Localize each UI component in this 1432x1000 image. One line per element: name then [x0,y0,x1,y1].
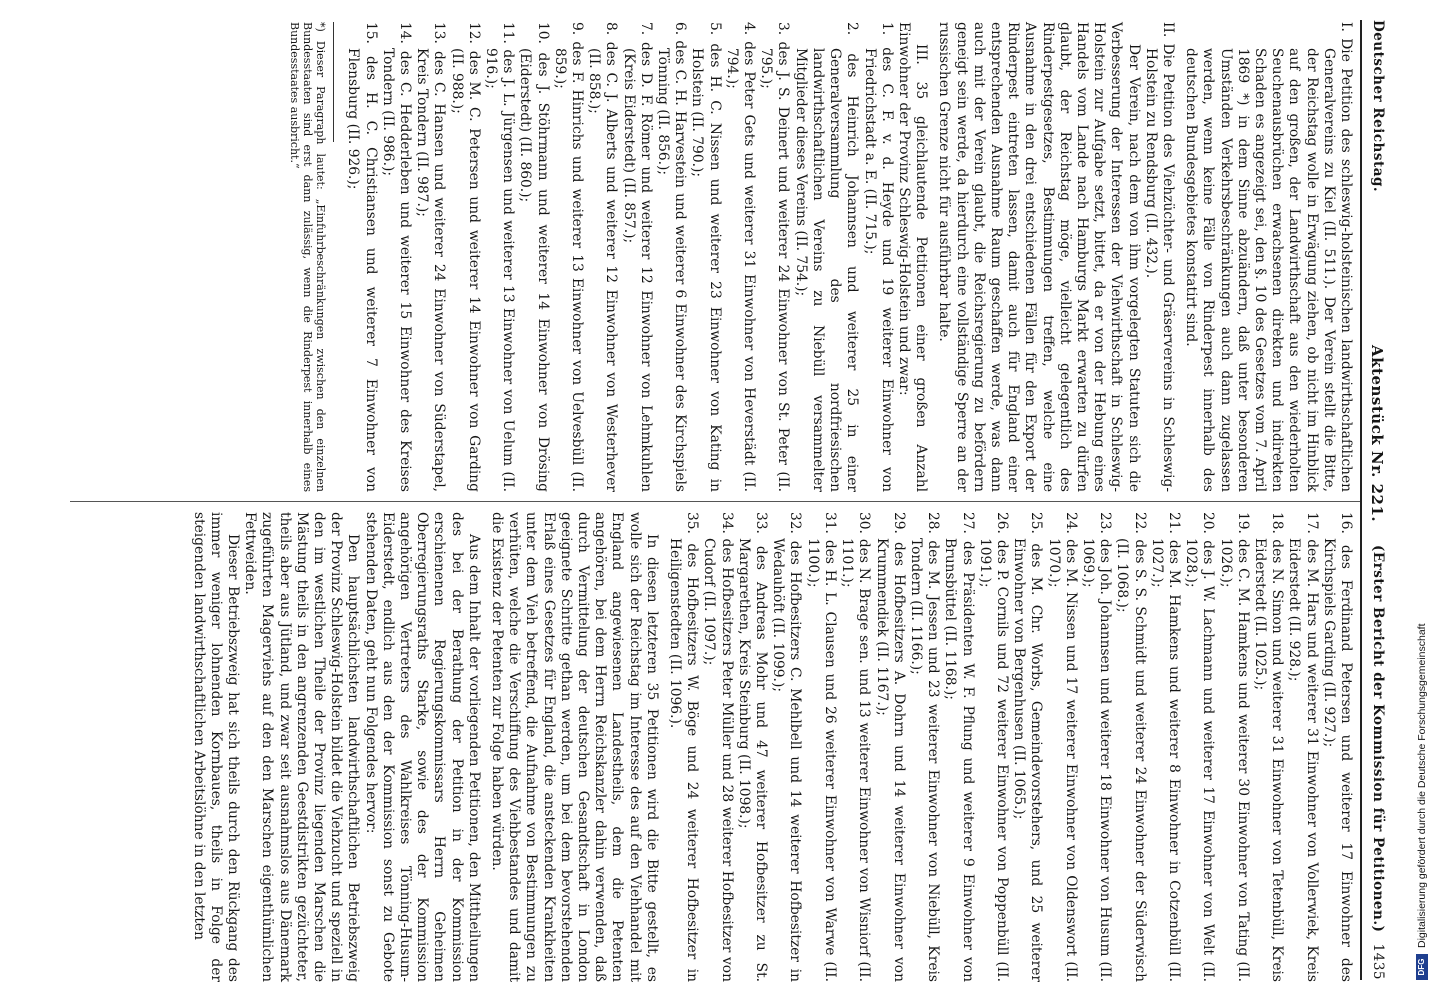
left-paragraph: III. 35 gleichlautende Petitionen einer großen Anzahl Einwohner der Provinz Schleswig-Holstein und zwar: [895,22,930,492]
left-paragraph: Der Verein, nach dem von ihm vorgelegten Statuten sich die Verbesserung der Interessen der Viehwirthschaft in Schleswig-Holstein zur Aufgabe setzt, bittet, da er von der Hebung eines Handels vom Lande nach Hamburgs Markt erwarten zu dürfen glaubt, der Reichstag möge, vielleicht gelegentlich des Rinderpestgesetzes, Bestimmungen treffen, welche eine Ausnahme in den drei entschiedenen Fällen für den Export der Rinderpest eintreten lassen, damit auch für England einer entsprechenden Ausnahme Raum geschaffen werde, was dann auch mit der Verein glaubt, die Reichsregierung zu befördern geneigt sein werde, da hierdurch eine vollständige Sperre an der russischen Grenze nicht für ausführbar halte. [936,22,1142,492]
left-paragraph: 2. des Heinrich Johannsen und weiterer 25 in einer Generalversammlung des nordfriesischen landwirthschaftlichen Vereins zu Niebüll versammelter Mitglieder dieses Vereins (II. 754.); [792,22,861,492]
right-paragraph: 16. des Ferdinand Petersen und weiterer 17 Einwohner des Kirchspiels Garding (II. 927.); [1320,512,1354,982]
right-paragraph: 28. des M. Jessen und 23 weiterer Einwohner von Niebüll, Kreis Tondern (II. 1166.); [907,512,942,982]
left-column [288,22,1354,492]
left-paragraph: 6. des C. H. Harvestein und weiterer 6 Einwohner des Kirchspiels Tönning (II. 856.); [655,22,689,492]
left-paragraph: 8. des C. J. Alberts und weiterer 12 Einwohner von Westerhever (II. 858.); [586,22,620,492]
right-paragraph: 27. des Präsidenten W. F. Pflung und weiterer 9 Einwohner von Brunsbüttel (II. 1168.); [942,512,976,982]
left-paragraph: 7. des D. F. Römer und weiterer 12 Einwohner von Lehmkuhlen (Kreis Eiderstedt) (II. 857.); [620,22,654,492]
header-document-number: Aktenstück Nr. 221. [1368,345,1386,523]
right-paragraph: 23. des Joh. Johannsen und weiterer 18 Einwohner von Husum (II. 1069.); [1079,512,1114,982]
header-left: Deutscher Reichstag. [1370,20,1386,193]
right-paragraph: 29. des Hofbesitzers A. Dohrn und 14 weiterer Einwohner von Krummendiek (II. 1167.); [873,512,907,982]
right-paragraph: 32. des Hofbesitzers C. Mehlbell und 14 weiterer Hofbesitzer in Wedauhöft (II. 1099.); [770,512,804,982]
right-paragraph: 18. des N. Simon und weiterer 31 Einwohner von Tetenbüll, Kreis Eiderstedt (II. 1025.); [1251,512,1286,982]
left-paragraph: 12. des M. C. Petersen und weiterer 14 Einwohner von Garding (II. 988.); [448,22,482,492]
funding-note-text: Digitalisierung gefördert durch die Deutsche Forschungsgemeinschaft [1416,623,1428,948]
right-paragraph: Aus dem Inhalt der vorliegenden Petitionen, den Mittheilungen des bei der Berathung der Petition in der Kommission erschienenen Regierungskommissars Herrn Geheimen Oberregierungsraths Starke, sowie des der Kommission angehörigen Vertreters des Wahlkreises Tönning-Husum-Eiderstedt, endlich aus den der Kommission sonst zu Gebote stehenden Daten, geht nun Folgendes hervor: [362,512,482,982]
right-paragraph: Den hauptsächlichsten landwirthschaftlichen Betriebszweig der Provinz Schleswig-Holstein bildet die Viehzucht und speziell in den im westlichen Theile der Provinz liegenden Marschen die Mästung theils in den angrenzenden Geestdistrikten gezüchteter, theils aber aus Jütland, und zwar seit ausnahmslos aus Dänemark zugeführten Magerviehs auf den den Marschen eigenthümlichen Fettweiden. [242,512,362,982]
left-paragraph: II. Die Petition des Viehzüchter- und Gräservereins in Schleswig-Holstein zu Rendsburg (II. 432.). [1142,22,1176,492]
right-column [189,512,1354,982]
left-paragraph: 10. des J. Stöhrmann und weiterer 14 Einwohner von Drösing (Eiderstedt) (II. 860.); [517,22,551,492]
dfg-logo: DFG [1416,954,1428,980]
left-paragraph: 13. des C. Hansen und weiterer 24 Einwohner von Süderstapel, Kreis Tondern (II. 987.); [414,22,448,492]
left-paragraph: 11. des J. L. Jürgensen und weiterer 13 Einwohner von Uelum (II. 916.); [483,22,517,492]
right-paragraph: 34. des Hofbesitzers Peter Müller und 28 weiterer Hofbesitzer von Cudorf (II. 1097.); [701,512,735,982]
left-paragraph: I. Die Petition des schleswig-holsteinischen landwirthschaftlichen Generalvereins zu Kiel (II. 511.). Der Verein stellt die Bitte, der Reichstag wolle in Erwägung ziehen, ob nicht im Hinblick auf den großen, der Landwirthschaft aus den wiederholten Seuchenausbrüchen erwachsenen direkten und indirekten Schaden es angezeigt sei, den §. 10 des Gesetzes vom 7. April 1869 *) in dem Sinne abzuändern, daß unter besonderen Umständen Verkehrsbeschränkungen auch dann zugelassen werden, wenn keine Fälle von Rinderpest innerhalb des deutschen Bundesgebietes konstatirt sind. [1183,22,1354,492]
right-paragraph: 35. des Hofbesitzers W. Böge und 24 weiterer Hofbesitzer in Heiligenstedten (II. 1096.). [667,512,701,982]
right-paragraph: 21. des M. Hamkens und weiterer 8 Einwohner in Cotzenbüll (II. 1027.); [1148,512,1182,982]
left-paragraph: 15. des H. C. Christiansen und weiterer 7 Einwohner von Flensburg (II. 926.); [345,22,379,492]
right-paragraph: 25. des M. Chr. Worbs, Gemeindevorstehers, und 25 weiterer Einwohner von Bergenhusen (II. 1065.); [1011,512,1045,982]
right-paragraph: 19. des C. M. Hamkens und weiterer 30 Einwohner von Tating (II. 1026.); [1217,512,1251,982]
funding-note [1412,0,1432,1000]
right-paragraph: 17. des M. Hars und weiterer 31 Einwohner von Vollerwiek, Kreis Eiderstedt (II. 928.); [1286,512,1320,982]
header-right: (Erster Bericht der Kommission für Petitionen.) [1370,545,1386,933]
right-paragraph: 30. des N. Brage sen. und 13 weiterer Einwohner von Wisniorf (II. 1101.); [839,512,873,982]
right-paragraph: Dieser Betriebszweig hat sich theils durch den Rückgang des immer weniger lohnenden Kornbaues, theils in Folge der steigenden landwirthschaftlichen Arbeitslöhne in den letzten [190,512,241,982]
column-divider [70,501,1360,502]
left-paragraph: 9. des F. Hinrichs und weiterer 13 Einwohner von Uelvesbüll (II. 859.); [551,22,586,492]
left-paragraph: 5. des H. C. Nissen und weiterer 23 Einwohner von Kating in Holstein (II. 790.); [689,22,723,492]
right-paragraph: 20. des J. W. Lachmann und weiterer 17 Einwohner von Welt (II. 1028.); [1183,512,1217,982]
right-paragraph: 26. des P. Cornils und 72 weiterer Einwohner von Poppenbüll (II. 1091.); [976,512,1010,982]
footnote: *) Dieser Paragraph lautet: „Einfuhrbeschränkungen zwischen den einzelnen Bundesstaaten sind erst dann zulässig, wenn die Rinderpest innerhalb eines Bundesstaates ausbricht.“ [288,22,328,492]
header-rule [1360,20,1362,980]
left-footnote-rule [333,22,334,142]
left-paragraph: 4. des Peter Gets und weiterer 31 Einwohner von Heverstädt (II. 794.); [723,22,758,492]
right-paragraph: 33. des Andreas Mohr und 47 weiterer Hofbesitzer zu St. Margarethen, Kreis Steinburg (II. 1098.); [735,512,770,982]
right-paragraph: 22. des S. S. Schmidt und weiterer 24 Einwohner der Süderwisch (II. 1068.); [1114,512,1148,982]
right-paragraph: 31. des H. L. Clausen und 26 weiterer Einwohner von Warwe (II. 1100.); [804,512,838,982]
right-paragraph: 24. des M. Nissen und 17 weiterer Einwohner von Oldenswort (II. 1070.); [1045,512,1079,982]
left-paragraph: 3. des J. S. Deinert und weiterer 24 Einwohner von St. Peter (II. 795.); [758,22,792,492]
page-number: 1435 [1370,943,1386,980]
left-paragraph: 14. des C. Hedderleben und weiterer 15 Einwohner des Kreises Tondern (II. 986.); [379,22,414,492]
left-paragraph: 1. des C. F. v. d. Heyde und 19 weiterer Einwohner von Friedrichstadt a. E. (II. 715.); [861,22,895,492]
right-paragraph: In diesen letzteren 35 Petitionen wird die Bitte gestellt, es wolle sich der Reichstag im Interesse des auf den Viehhandel mit England angewiesenen Landestheils, dem die Petenten angehören, bei dem Herrn Reichskanzler dahin verwenden, daß durch Vermittelung der deutschen Gesandtschaft in London geeignete Schritte gethan werden, um bei dem bevorstehenden Erlaß eines Gesetzes für England, die ansteckenden Krankheiten unter dem Vieh betreffend, die Aufnahme von Bestimmungen zu verhüten, welche die Verschiffung des Viehbestandes und damit die Existenz der Petenten zur Folge haben würden. [489,512,660,982]
page-header [1364,20,1390,980]
